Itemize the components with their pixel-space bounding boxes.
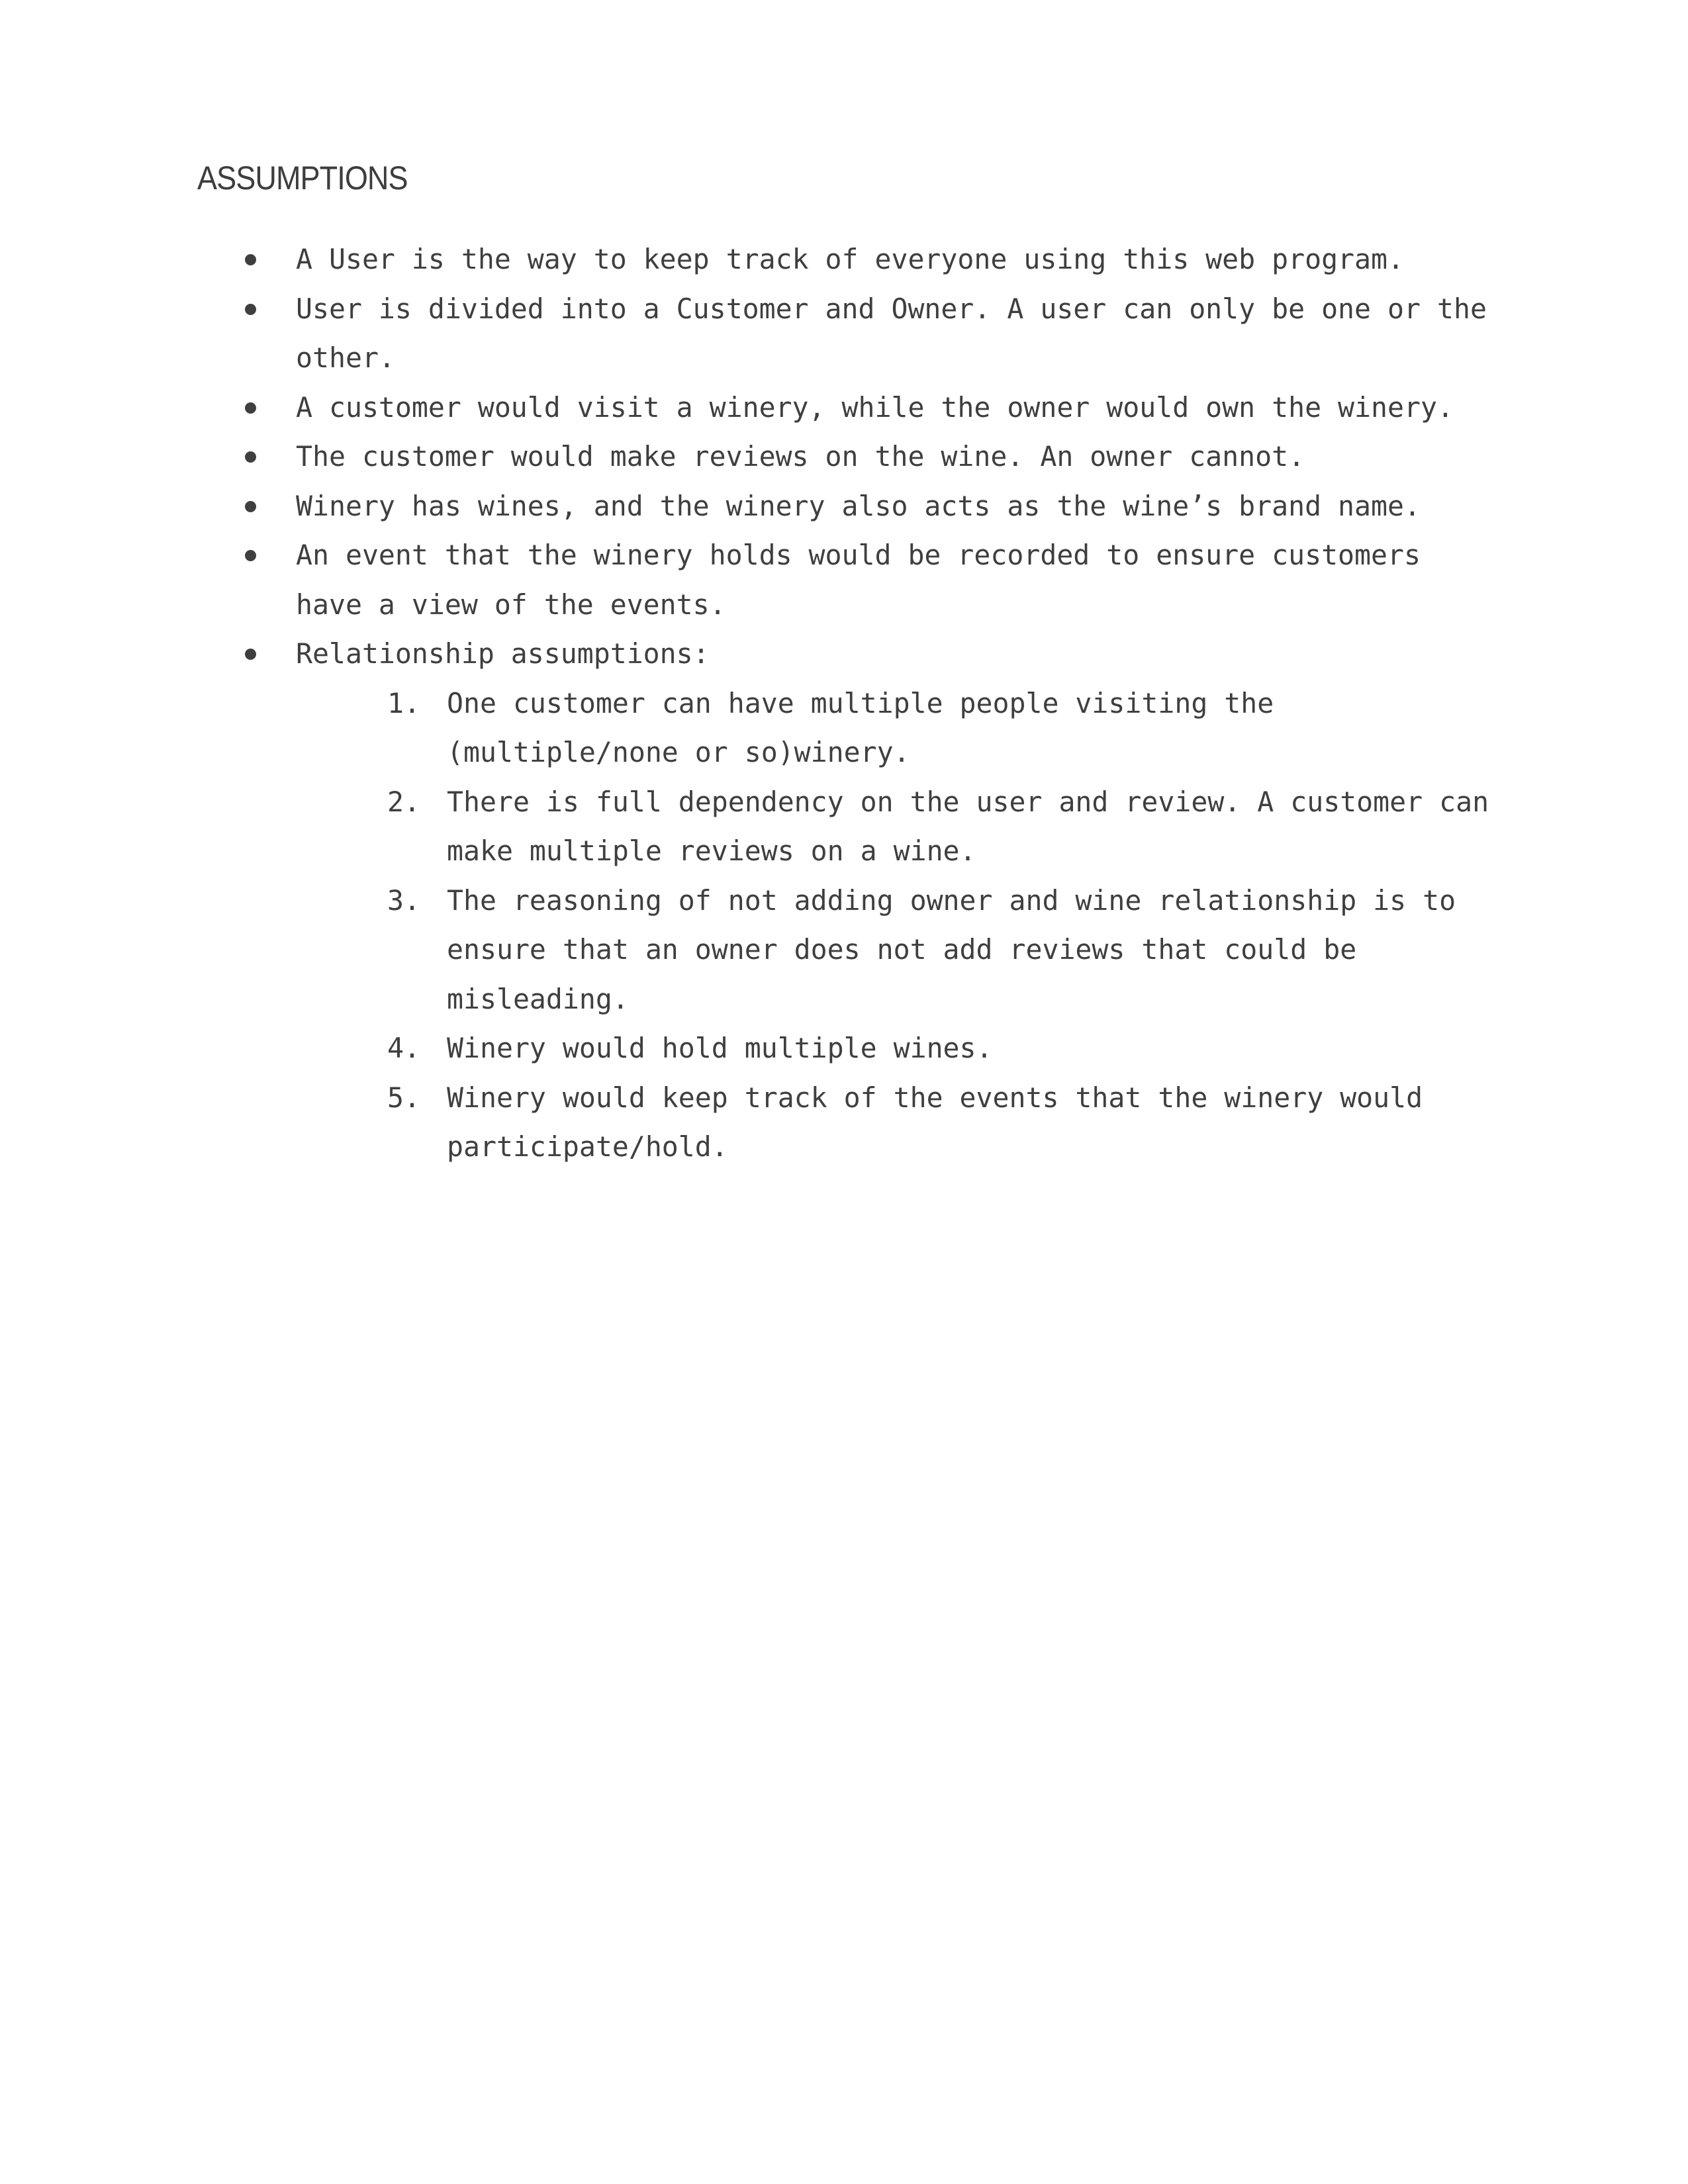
list-item — [245, 531, 1503, 629]
list-item — [245, 482, 1503, 531]
list-item-text: A customer would visit a winery, while the owner would own the winery. — [296, 390, 1454, 424]
numbered-item — [296, 1073, 1503, 1172]
bullet-icon — [245, 451, 256, 463]
bullet-icon — [245, 649, 256, 660]
list-item-text: An event that the winery holds would be recorded to ensure customers have a view of the events. — [296, 539, 1421, 621]
numbered-item-text: The reasoning of not adding owner and wine relationship is to ensure that an owner does not add reviews that could be misleading. — [447, 884, 1456, 1015]
section-heading: ASSUMPTIONS — [197, 159, 408, 197]
numbered-item-text: One customer can have multiple people visiting the (multiple/none or so)winery. — [447, 686, 1274, 768]
list-item-text: Winery has wines, and the winery also acts as the wine’s brand name. — [296, 489, 1421, 522]
numbered-item-text: Winery would hold multiple wines. — [447, 1032, 993, 1064]
item-number: 1. — [387, 686, 420, 719]
bullet-icon — [245, 550, 256, 561]
numbered-item-text: Winery would keep track of the events that the winery would participate/hold. — [447, 1081, 1423, 1163]
bullet-icon — [245, 254, 256, 265]
numbered-item — [296, 679, 1503, 778]
item-number: 3. — [387, 884, 420, 917]
list-item — [245, 235, 1503, 285]
list-item — [245, 383, 1503, 433]
item-number: 2. — [387, 785, 420, 818]
bullet-icon — [245, 501, 256, 512]
list-item-relationships — [245, 629, 1503, 1172]
list-item — [245, 432, 1503, 482]
item-number: 5. — [387, 1081, 420, 1114]
item-number: 4. — [387, 1032, 420, 1064]
assumptions-list — [245, 235, 1503, 1172]
relationship-assumptions-list — [296, 679, 1503, 1172]
list-item-text: Relationship assumptions: — [296, 637, 710, 670]
list-item-text: A User is the way to keep track of everyone using this web program. — [296, 243, 1405, 275]
numbered-item-text: There is full dependency on the user and review. A customer can make multiple reviews on a wine. — [447, 785, 1489, 867]
list-item-text: User is divided into a Customer and Owner. A user can only be one or the other. — [296, 292, 1487, 374]
bullet-icon — [245, 402, 256, 414]
list-item — [245, 285, 1503, 383]
numbered-item — [296, 778, 1503, 876]
numbered-item — [296, 876, 1503, 1024]
bullet-icon — [245, 304, 256, 315]
numbered-item — [296, 1024, 1503, 1073]
list-item-text: The customer would make reviews on the wine. An owner cannot. — [296, 440, 1305, 473]
assumptions-content — [245, 235, 1503, 1172]
